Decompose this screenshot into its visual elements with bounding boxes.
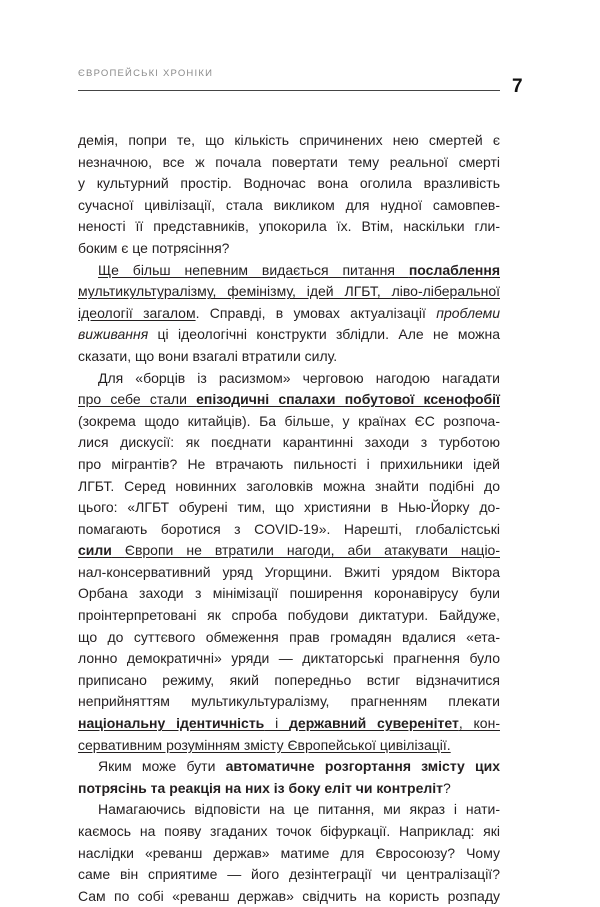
text-run: Сам по собі «реванш держав» свідчить на користь розпаду [78,887,500,904]
text-line [78,130,500,152]
text-run: наслідки «реванш держав» матиме для Євросоюзу? Чому [78,844,500,861]
text-line [78,238,500,260]
text-run: лися дискусії: як поєднати карантинні заходи з турботою [78,434,500,451]
text-run: про мігрантів? Не втрачають пильності і прихильники ідей [78,455,500,472]
text-run: Намагаючись відповісти на це питання, ми якраз і нати- [98,801,500,818]
text-run: неності її представників, упокорила їх. Втім, наскільки гли- [78,218,500,235]
text-run: у культурний простір. Водночас вона оголила вразливість [78,175,500,192]
text-run: ЛГБТ. Серед новинних заголовків можна знайти подібні до [78,477,500,494]
text-line [78,562,500,584]
text-run: проблеми [436,304,500,321]
text-run: мультикультуралізму, фемінізму, ідей ЛГБТ, ліво-ліберальної [78,283,500,300]
text-line [78,821,500,843]
text-line [78,173,500,195]
text-run: приписано режиму, який попередньо встиг відзначитися [78,671,500,688]
text-run: ці ідеологічні конструкти зблідли. Але не можна [148,326,500,343]
text-line [78,583,500,605]
text-line [78,411,500,433]
text-line [78,368,500,390]
text-line [78,864,500,886]
text-run: неприйняттям мультикультуралізму, прагненням плекати [78,693,500,710]
text-run: що до суттєвого обмеження прав громадян вдалися «ета- [78,628,500,645]
text-run: , кон- [458,715,500,732]
text-run: ? [443,779,451,796]
text-run: національну ідентичність [78,715,265,732]
text-line [78,281,500,303]
text-run [112,542,125,558]
text-run: послаблення [408,261,500,278]
text-run: . Справді, в умовах актуалізації [195,304,437,321]
text-line [78,324,500,346]
text-run: помагають боротися з COVID-19». Нарешті, глобалістські [78,520,500,537]
text-run: і [264,715,290,732]
text-line [78,670,500,692]
text-line [78,756,500,778]
text-line [78,605,500,627]
text-run: Європи не втратили нагоди, аби атакувати націо- [124,542,500,559]
text-line [78,195,500,217]
text-line [78,346,500,368]
text-line [78,303,500,325]
text-run: незначною, все ж почала повертати тему реальної смерті [78,153,500,170]
text-line [78,260,500,282]
text-line [78,216,500,238]
text-run: епізодичні спалахи побутової ксенофобії [196,391,500,408]
text-run: цього: «ЛГБТ обурені тим, що християни в Нью-Йорку до- [78,499,500,516]
text-line [78,735,500,757]
text-run: (зокрема щодо китайців). Ба більше, у країнах ЄС розпоча- [78,412,500,429]
text-run: нал-консервативний уряд Угорщини. Вжиті урядом Віктора [78,563,500,580]
text-line [78,497,500,519]
text-run: сказати, що вони взагалі втратили силу. [78,347,338,364]
text-line [78,778,500,800]
text-run: каємось на появу згаданих точок біфуркації. Наприклад: які [78,823,500,839]
body-text [78,130,500,907]
text-run: проінтерпретовані як спроба побудови диктатури. Байдуже, [78,607,500,624]
text-line [78,886,500,907]
text-line [78,713,500,735]
text-line [78,799,500,821]
text-line [78,389,500,411]
text-line [78,540,500,562]
text-line [78,627,500,649]
text-line [78,843,500,865]
text-line [78,648,500,670]
text-run: сервативним розумінням змісту Європейської цивілізації. [78,736,451,753]
text-run: сучасної цивілізації, стала викликом для нудної самовпев- [78,196,500,213]
header-rule [78,90,500,91]
text-line [78,519,500,541]
text-run: Для «борців із расизмом» черговою нагодою нагадати [98,369,500,386]
text-run: Ще більш непевним видається питання [98,261,409,278]
text-run: лонно демократичні» уряди — диктаторські прагнення було [78,650,500,667]
text-run: потрясінь та реакція на них із боку еліт чи контреліт [78,779,443,796]
text-run: демія, попри те, що кількість спричинених нею смертей є [78,132,500,148]
text-run: ідеології загалом [78,304,196,321]
text-line [78,454,500,476]
text-run: Орбана заходи з мінімізації поширення коронавірусу були [78,585,500,602]
text-run: автоматичне розгортання змісту цих [225,758,500,775]
text-run: саме він сприятиме — його дезінтеграції чи централізації? [78,866,500,883]
text-run: державний суверенітет [289,715,459,732]
text-line [78,476,500,498]
text-run: боким є це потрясіння? [78,239,230,256]
text-line [78,432,500,454]
text-line [78,691,500,713]
text-run: Яким може бути [98,758,226,775]
text-run: сили [78,542,112,559]
text-line [78,152,500,174]
text-run: виживання [78,326,149,343]
running-header: ЄВРОПЕЙСЬКІ ХРОНІКИ [78,68,214,79]
page-number: 7 [512,76,523,97]
text-run: про себе стали [78,391,197,408]
